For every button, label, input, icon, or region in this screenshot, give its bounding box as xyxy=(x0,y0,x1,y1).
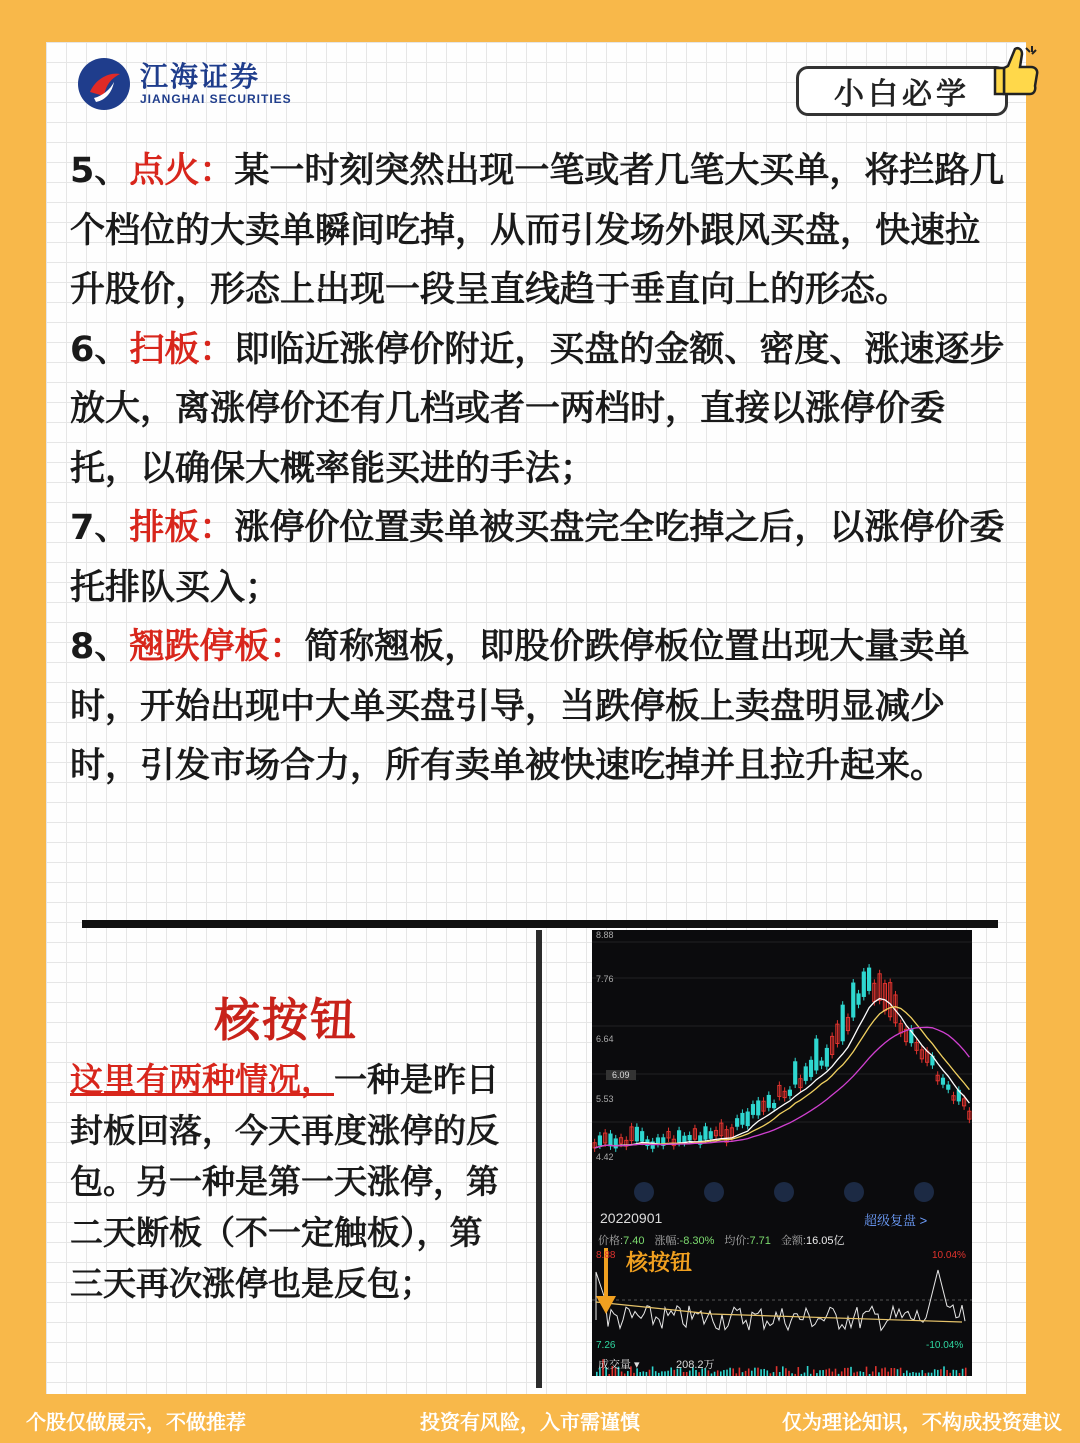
candle-body xyxy=(773,1103,776,1107)
volume-bar xyxy=(835,1369,837,1376)
volume-bar xyxy=(621,1372,623,1376)
volume-bar xyxy=(717,1370,719,1376)
content-card xyxy=(46,42,1026,1394)
item-number: 8、 xyxy=(70,627,130,667)
candle-body xyxy=(704,1127,707,1139)
avg-label: 均价: xyxy=(724,1235,750,1247)
volume-bar xyxy=(652,1366,654,1376)
volume-bar xyxy=(937,1370,939,1376)
candle-body xyxy=(741,1113,744,1124)
volume-bar xyxy=(872,1371,874,1376)
volume-bar xyxy=(683,1372,685,1376)
volume-bar xyxy=(686,1372,688,1376)
candle-body xyxy=(862,972,865,996)
pct-bottom: -10.04% xyxy=(926,1340,964,1351)
volume-bar xyxy=(785,1368,787,1376)
volume-bar xyxy=(726,1370,728,1376)
volume-bar xyxy=(674,1370,676,1376)
volume-bar xyxy=(866,1367,868,1376)
volume-bar xyxy=(757,1368,759,1376)
chart-nav-button xyxy=(914,1182,934,1202)
candle-body xyxy=(678,1131,681,1143)
thumbs-up-icon xyxy=(990,44,1040,100)
volume-bar xyxy=(928,1373,930,1376)
volume-bar xyxy=(897,1369,899,1376)
volume-bar xyxy=(770,1373,772,1376)
volume-bar xyxy=(794,1374,796,1376)
nuke-description: 一种是昨日封板回落，今天再度涨停的反包。另一种是第一天涨停，第二天断板（不一定触板），第三天再次涨停也是反包； xyxy=(70,1060,499,1303)
term-name: 排板： xyxy=(129,508,235,548)
volume-bar xyxy=(878,1372,880,1376)
volume-bar xyxy=(788,1371,790,1376)
volume-bar xyxy=(698,1372,700,1376)
volume-bar xyxy=(900,1368,902,1376)
volume-bar xyxy=(608,1374,610,1376)
volume-bar xyxy=(754,1368,756,1376)
replay-button[interactable]: 超级复盘 > xyxy=(864,1213,928,1228)
volume-bar xyxy=(807,1366,809,1376)
volume-bar xyxy=(779,1372,781,1376)
price-axis-label: 8.88 xyxy=(596,930,614,940)
volume-bar xyxy=(639,1372,641,1376)
term-item-7 xyxy=(70,499,1010,618)
nuke-highlight: 这里有两种情况， xyxy=(70,1060,334,1099)
amount-value: 16.05亿 xyxy=(805,1235,845,1247)
volume-bar xyxy=(959,1373,961,1376)
volume-bar xyxy=(940,1369,942,1376)
item-number: 7、 xyxy=(70,508,130,548)
volume-bar xyxy=(658,1373,660,1376)
volume-bar xyxy=(667,1371,669,1376)
chart-nav-button xyxy=(704,1182,724,1202)
volume-bar xyxy=(643,1371,645,1376)
volume-bar xyxy=(791,1373,793,1376)
candle-body xyxy=(947,1085,950,1089)
annotation-arrow-head xyxy=(596,1296,616,1314)
volume-bar xyxy=(723,1370,725,1376)
volume-bar xyxy=(736,1373,738,1376)
volume-bar xyxy=(906,1370,908,1376)
volume-bar xyxy=(664,1371,666,1376)
volume-bar xyxy=(869,1374,871,1376)
volume-bar xyxy=(763,1369,765,1376)
volume-bar xyxy=(884,1367,886,1376)
volume-bar xyxy=(798,1367,800,1376)
price-axis-label: 5.53 xyxy=(596,1094,614,1104)
volume-bar xyxy=(767,1370,769,1376)
section-divider xyxy=(82,920,998,928)
volume-bar xyxy=(891,1368,893,1376)
volume-bar xyxy=(782,1366,784,1376)
candle-body xyxy=(683,1136,686,1142)
volume-bar xyxy=(856,1372,858,1376)
volume-bar xyxy=(934,1369,936,1376)
volume-bar xyxy=(881,1368,883,1376)
volume-bar xyxy=(751,1371,753,1376)
candle-body xyxy=(746,1112,749,1126)
pct-top: 10.04% xyxy=(932,1250,966,1261)
ma20-line xyxy=(595,1027,970,1148)
volume-bar xyxy=(949,1373,951,1376)
volume-bar xyxy=(760,1369,762,1376)
candle-body xyxy=(751,1105,754,1115)
volume-bar xyxy=(841,1371,843,1376)
volume-bar xyxy=(912,1372,914,1376)
volume-bar xyxy=(863,1372,865,1376)
footer-left: 个股仅做展示，不做推荐 xyxy=(26,1410,246,1434)
footer-right: 仅为理论知识，不构成投资建议 xyxy=(782,1410,1062,1434)
item-number: 5、 xyxy=(70,151,130,191)
volume-bar xyxy=(838,1374,840,1376)
volume-bar xyxy=(956,1370,958,1376)
term-item-5 xyxy=(70,142,1010,321)
candle-body xyxy=(688,1136,691,1140)
term-description: 即临近涨停价附近，买盘的金额、密度、涨速逐步放大，离涨停价还有几档或者一两档时，直接以涨停价委托，以确保大概率能买进的手法； xyxy=(70,329,1005,489)
column-divider xyxy=(536,930,542,1388)
volume-value: 208.2万 xyxy=(676,1359,715,1371)
volume-bar xyxy=(729,1368,731,1376)
volume-bar xyxy=(720,1371,722,1376)
volume-bar xyxy=(918,1373,920,1376)
current-price-label: 6.09 xyxy=(606,1070,636,1080)
candle-body xyxy=(614,1139,617,1148)
logo-english-name: JIANGHAI SECURITIES xyxy=(140,92,292,106)
chart-nav-button xyxy=(774,1182,794,1202)
volume-bar xyxy=(810,1374,812,1376)
candle-body xyxy=(868,968,871,990)
candle-body xyxy=(767,1095,770,1107)
volume-bar xyxy=(909,1373,911,1376)
candle-body xyxy=(641,1132,644,1142)
volume-bar xyxy=(965,1368,967,1376)
volume-bar xyxy=(739,1368,741,1376)
chart-nav-button xyxy=(634,1182,654,1202)
candlestick-chart xyxy=(592,930,972,1376)
term-name: 扫板： xyxy=(129,329,235,370)
candle-body xyxy=(804,1067,807,1081)
volume-bar xyxy=(633,1373,635,1376)
price-axis-label: 7.76 xyxy=(596,974,614,984)
candle-body xyxy=(852,983,855,1017)
volume-bar xyxy=(832,1372,834,1376)
volume-bar xyxy=(596,1372,598,1376)
volume-bar xyxy=(773,1372,775,1376)
term-description: 简称翘板，即股价跌停板位置出现大量卖单时，开始出现中大单买盘引导，当跌停板上卖盘明显减少时，引发市场合力，所有卖单被快速吃掉并且拉升起来。 xyxy=(70,627,970,786)
candle-body xyxy=(794,1062,797,1084)
volume-bar xyxy=(745,1371,747,1376)
candle-body xyxy=(815,1039,818,1070)
volume-bar xyxy=(829,1368,831,1376)
volume-bar xyxy=(670,1367,672,1376)
term-description: 某一时刻突然出现一笔或者几笔大买单，将拦路几个档位的大卖单瞬间吃掉，从而引发场外跟风买盘，快速拉升股价，形态上出现一段呈直线趋于垂直向上的形态。 xyxy=(70,151,1005,310)
term-name: 点火： xyxy=(129,151,235,191)
nuke-annotation: 核按钮 xyxy=(626,1251,693,1276)
volume-bar xyxy=(915,1373,917,1376)
volume-bar xyxy=(962,1369,964,1376)
candle-body xyxy=(820,1061,823,1065)
candle-body xyxy=(841,1005,844,1041)
chart-date: 20220901 xyxy=(600,1210,663,1226)
candle-body xyxy=(635,1127,638,1141)
volume-bar xyxy=(801,1374,803,1376)
nuke-section-title: 核按钮 xyxy=(214,993,358,1047)
beginner-tag: 小白必学 xyxy=(796,66,1008,116)
price-axis-label: 4.42 xyxy=(596,1152,614,1162)
volume-bar xyxy=(661,1371,663,1376)
volume-bar xyxy=(894,1368,896,1376)
term-item-6 xyxy=(70,321,1010,500)
price-value: 7.40 xyxy=(623,1235,645,1247)
candle-body xyxy=(825,1048,828,1066)
candle-body xyxy=(809,1060,812,1076)
nuke-section-body xyxy=(70,1054,510,1309)
footer-center: 投资有风险，入市需谨慎 xyxy=(420,1410,640,1434)
stock-chart-screenshot xyxy=(592,930,972,1376)
logo xyxy=(76,56,292,112)
volume-bar xyxy=(943,1366,945,1376)
left-top-price: 8.88 xyxy=(596,1250,616,1261)
change-label: 涨幅: xyxy=(654,1235,680,1247)
volume-bar xyxy=(860,1371,862,1376)
volume-bar xyxy=(649,1370,651,1376)
term-list xyxy=(70,142,1010,797)
term-description: 涨停价位置卖单被买盘完全吃掉之后，以涨停价委托排队买入； xyxy=(70,508,1005,608)
candle-body xyxy=(656,1138,659,1144)
candle-body xyxy=(709,1132,712,1139)
volume-bar xyxy=(742,1372,744,1376)
volume-bar xyxy=(875,1366,877,1376)
volume-bar xyxy=(953,1370,955,1376)
volume-bar xyxy=(714,1372,716,1376)
candle-body xyxy=(736,1119,739,1127)
volume-label[interactable]: 成交量 ▾ xyxy=(598,1359,640,1371)
volume-bar xyxy=(646,1372,648,1376)
price-axis-label: 6.64 xyxy=(596,1034,614,1044)
candle-body xyxy=(788,1090,791,1095)
volume-bar xyxy=(931,1373,933,1376)
volume-bar xyxy=(844,1368,846,1376)
jianghai-logo-icon xyxy=(76,56,132,112)
term-item-8 xyxy=(70,618,1010,797)
candle-body xyxy=(941,1078,944,1084)
volume-bar xyxy=(825,1369,827,1376)
volume-bar xyxy=(804,1373,806,1376)
volume-bar xyxy=(748,1368,750,1376)
volume-bar xyxy=(850,1367,852,1376)
amount-label: 金额: xyxy=(780,1235,806,1247)
volume-bar xyxy=(822,1370,824,1376)
volume-bar xyxy=(819,1370,821,1376)
volume-bar xyxy=(816,1373,818,1376)
volume-bar xyxy=(711,1373,713,1376)
volume-bar xyxy=(624,1373,626,1376)
candle-body xyxy=(857,994,860,1004)
logo-chinese-name: 江海证券 xyxy=(140,60,261,93)
candle-body xyxy=(609,1134,612,1146)
volume-bar xyxy=(853,1373,855,1376)
footer-disclaimer xyxy=(0,1406,1080,1436)
volume-bar xyxy=(922,1370,924,1376)
volume-bar xyxy=(813,1369,815,1376)
item-number: 6、 xyxy=(70,329,130,370)
volume-bar xyxy=(925,1373,927,1376)
avg-value: 7.71 xyxy=(749,1235,771,1247)
volume-bar xyxy=(732,1368,734,1376)
candle-body xyxy=(757,1101,760,1115)
volume-bar xyxy=(776,1366,778,1376)
term-name: 翘跌停板： xyxy=(129,627,305,667)
candle-body xyxy=(598,1136,601,1145)
change-value: -8.30% xyxy=(679,1235,715,1247)
price-label: 价格: xyxy=(598,1235,624,1247)
volume-bar xyxy=(946,1370,948,1376)
left-bottom-price: 7.26 xyxy=(596,1340,616,1351)
volume-bar xyxy=(847,1368,849,1376)
volume-bar xyxy=(903,1373,905,1376)
chart-nav-button xyxy=(844,1182,864,1202)
volume-bar xyxy=(655,1371,657,1376)
volume-bar xyxy=(887,1372,889,1376)
